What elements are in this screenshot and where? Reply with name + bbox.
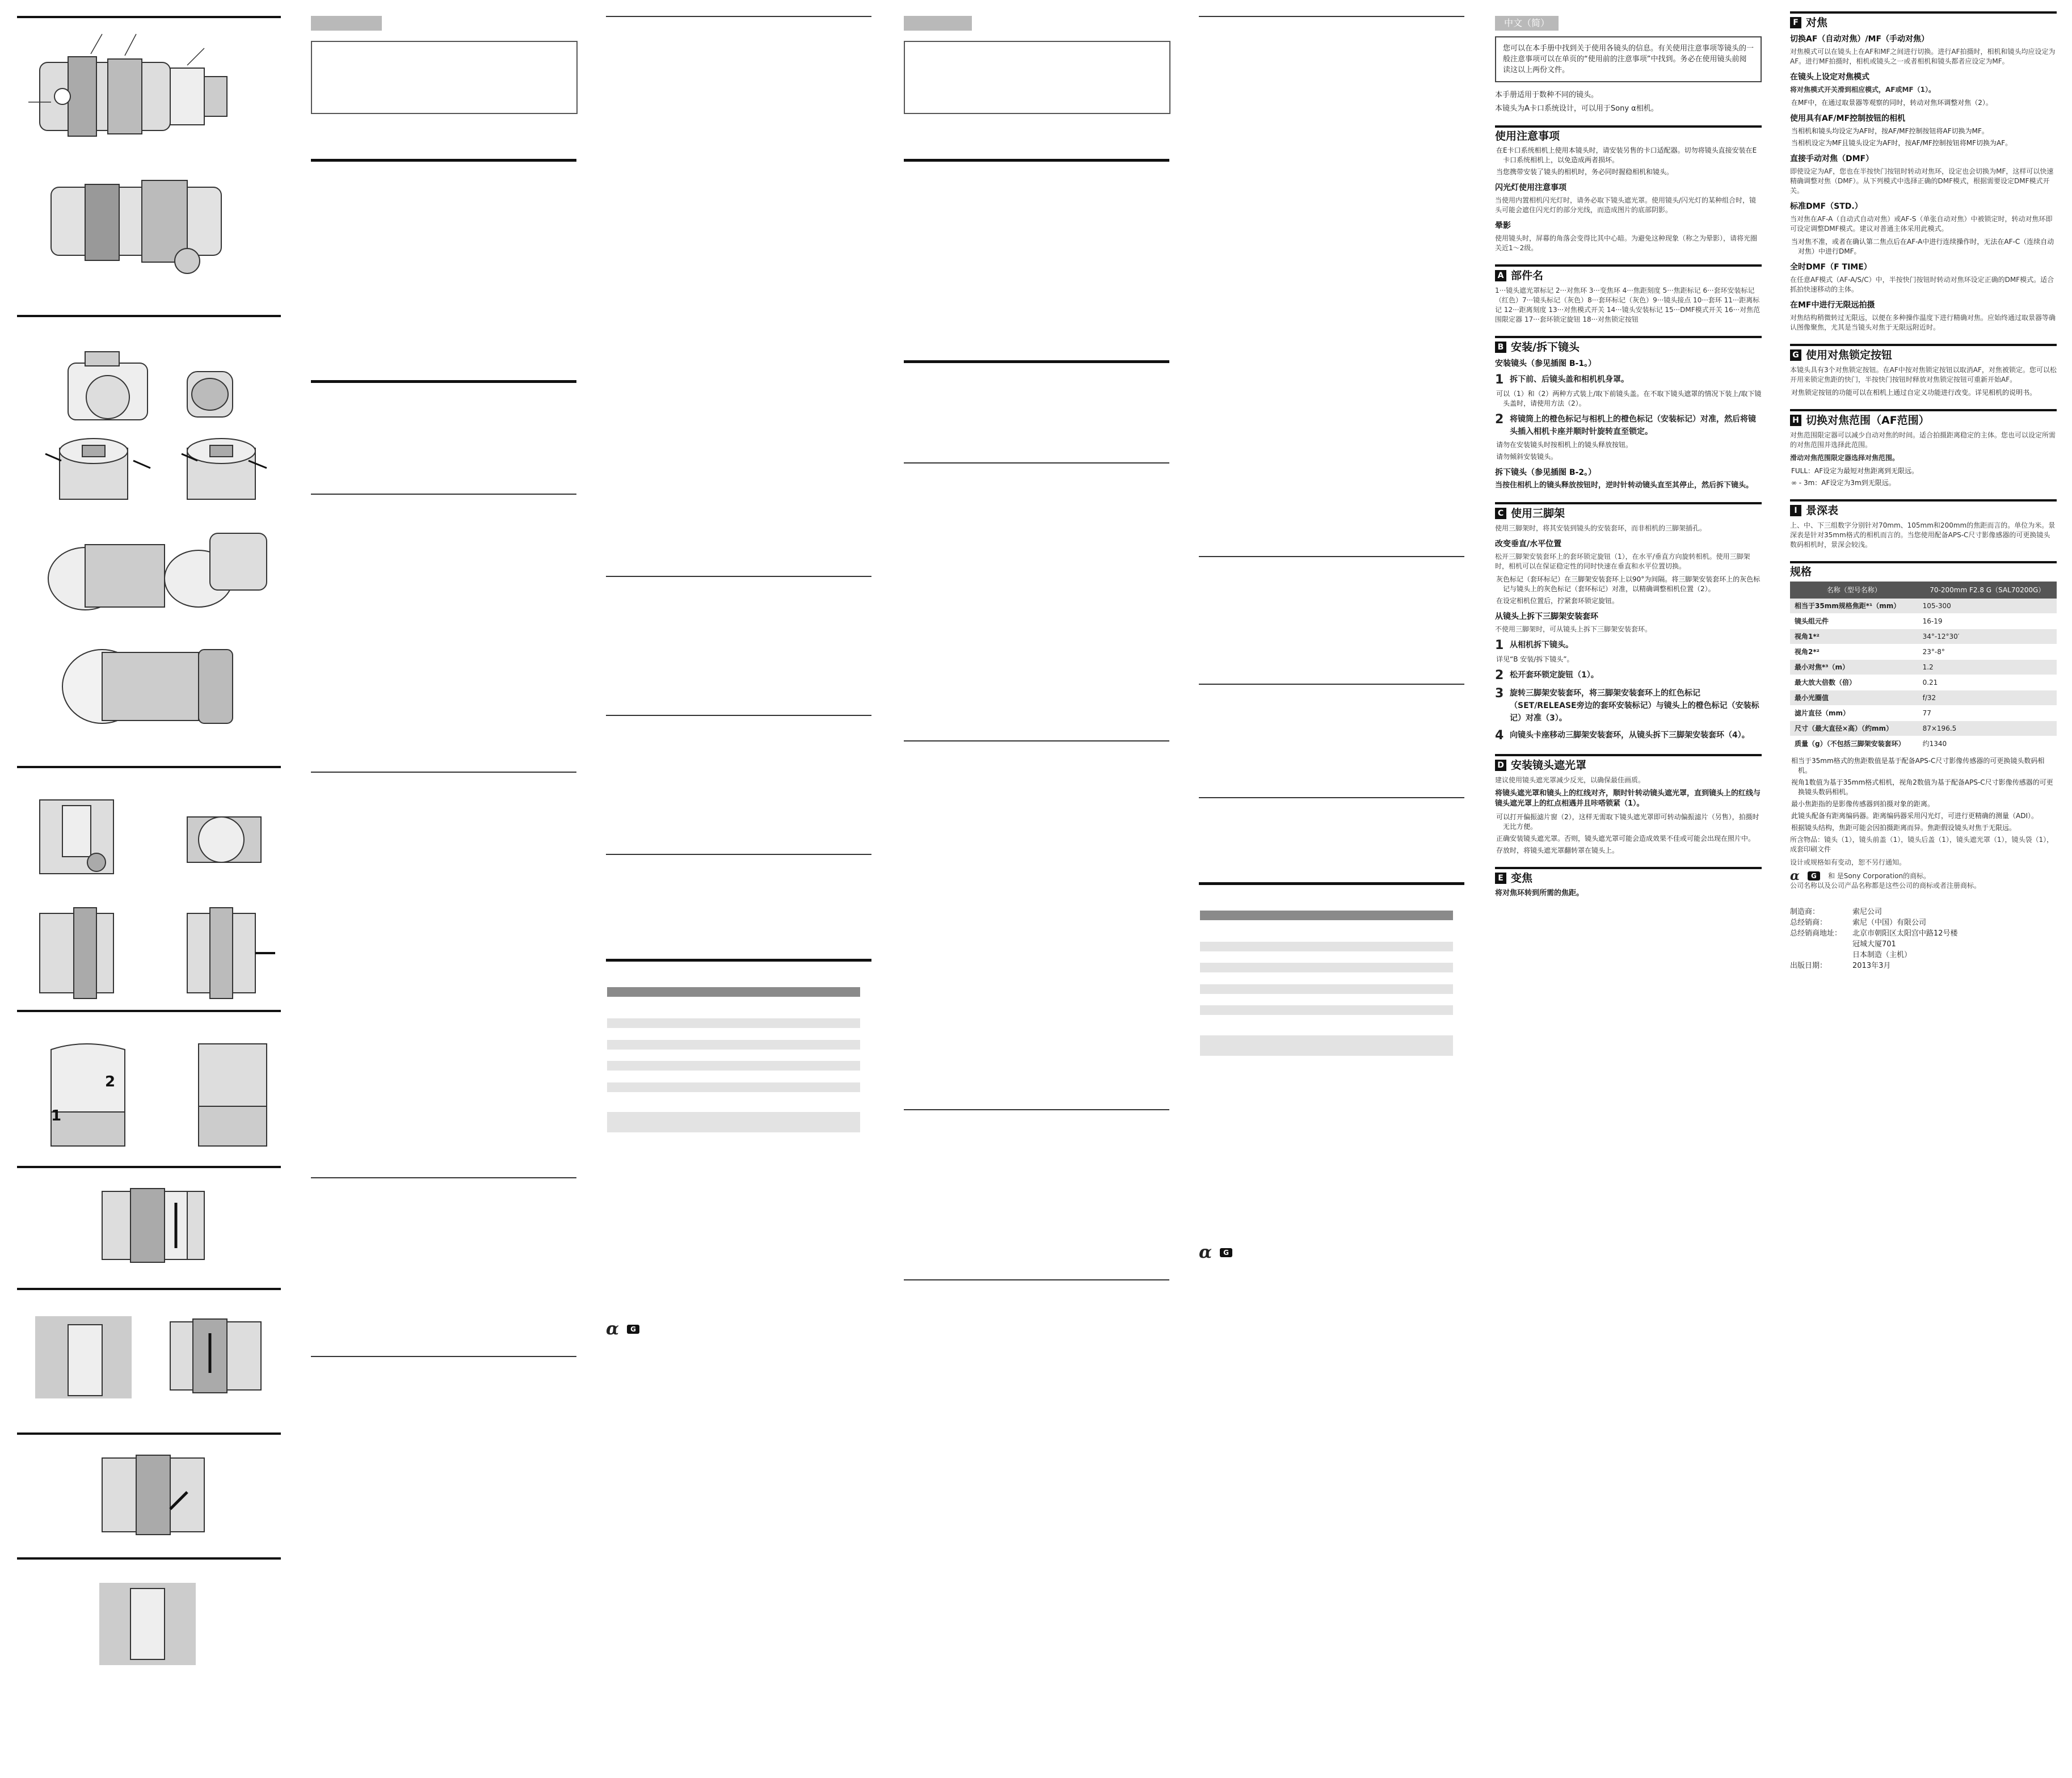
trademark-text-2: 公司名称以及公司产品名称都是这些公司的商标或者注册商标。 xyxy=(1790,882,1981,890)
footnote: 最小焦距指的是影像传感器到拍摄对象的距离。 xyxy=(1791,800,1935,808)
paragraph: 不使用三脚架时，可从镜头上拆下三脚架安装套环。 xyxy=(1495,625,1652,633)
subheading: 从镜头上拆下三脚架安装套环 xyxy=(1495,612,1598,621)
spec-value: 0.21 xyxy=(1918,675,2057,690)
section-precautions: 使用注意事项 xyxy=(1495,125,1762,141)
chinese-column-1 xyxy=(1495,16,1762,902)
bullet: 正确安装镜头遮光罩。否则，镜头遮光罩可能会造成效果不佳或可能会出现在照片中。 xyxy=(1496,835,1755,842)
spec-label: 最大放大倍数（倍） xyxy=(1790,675,1918,690)
bullet: 详见“B 安装/拆下镜头”。 xyxy=(1496,655,1574,663)
bullet: 在E卡口系统相机上使用本镜头时，请安装另售的卡口适配器。切勿将镜头直接安装在E卡口系统相机上，以免造成两者损坏。 xyxy=(1496,146,1757,164)
paragraph: 在任意AF模式（AF-A/S/C）中，半按快门按钮时转动对焦环设定正确的DMF模式。适合抓拍快速移动的主体。 xyxy=(1790,276,2054,293)
spec-label: 最小光圈值 xyxy=(1790,690,1918,706)
paragraph: 设计或规格如有变动，恕不另行通知。 xyxy=(1790,858,1906,866)
spec-label: 视角2*² xyxy=(1790,644,1918,660)
subheading: 拆下镜头（参见插图 B-2。） xyxy=(1495,468,1597,477)
section-c: C 使用三脚架 xyxy=(1495,502,1762,519)
paragraph: 滑动对焦范围限定器选择对焦范围。 xyxy=(1790,454,1900,462)
spec-value: 23°-8° xyxy=(1918,644,2057,660)
step: 2 将镜筒上的橙色标记与相机上的橙色标记（安装标记）对准，然后将镜头插入相机卡座并顺时针旋转直至锁定。 xyxy=(1495,412,1756,436)
focus-mode-switch-diagram xyxy=(35,1316,261,1398)
step: 4 向镜头卡座移动三脚架安装套环，从镜头拆下三脚架安装套环（4）。 xyxy=(1495,728,1750,743)
subheading: 全时DMF（F TIME） xyxy=(1790,263,1872,272)
spec-row xyxy=(1790,675,2057,690)
spec-value: 16-19 xyxy=(1918,614,2057,629)
footnote: 视角1数值为基于35mm格式相机，视角2数值为基于配备APS-C尺寸影像传感器的可更换镜头数码相机。 xyxy=(1791,778,2053,796)
paragraph: 当按住相机上的镜头释放按钮时，逆时针转动镜头直至其停止，然后拆下镜头。 xyxy=(1495,481,1754,490)
paragraph: 即使设定为AF，您也在半按快门按钮时转动对焦环，设定也会切换为MF，这样可以快速精确调整对焦（DMF）。从下列模式中选择正确的DMF模式，根据需要设定DMF模式开关。 xyxy=(1790,167,2054,195)
spec-row xyxy=(1790,660,2057,675)
subheading: 晕影 xyxy=(1495,221,1511,230)
bullet: 当对焦不准，或者在确认第二焦点后在AF-A中进行连续操作时，无法在AF-C（连续自动对焦）中进行DMF。 xyxy=(1791,238,2054,255)
section-f: F 对焦 xyxy=(1790,11,2057,28)
spec-label: 滤片直径（mm） xyxy=(1790,706,1918,721)
paragraph: 建议使用镜头遮光罩减少反光，以确保最佳画质。 xyxy=(1495,776,1645,784)
spec-value: 105-300 xyxy=(1918,599,2057,614)
section-h: H 切换对焦范围（AF范围） xyxy=(1790,409,2057,426)
paragraph: 对焦范围限定器可以减少自动对焦的时间。适合拍摄距离稳定的主体。您也可以设定所需的对焦范围并选择此范围。 xyxy=(1790,431,2056,449)
front-cap-diagram-2 xyxy=(187,439,255,499)
spec-row xyxy=(1790,644,2057,660)
paragraph: 松开三脚架安装套环上的套环锁定旋钮（1），在水平/垂直方向旋转相机。使用三脚架时，相机可以在保证稳定性的同时快速在垂直和水平位置切换。 xyxy=(1495,553,1750,570)
spec-value: f/32 xyxy=(1918,690,2057,706)
spec-row xyxy=(1790,614,2057,629)
alpha-logo: α xyxy=(1199,1242,1212,1262)
spec-row xyxy=(1790,706,2057,721)
lens-illustrations xyxy=(17,0,281,1776)
bullet: 可以打开偏振滤片窗（2），这样无需取下镜头遮光罩即可转动偏振滤片（另售），拍摄时无比方便。 xyxy=(1496,813,1759,831)
blank-column-3 xyxy=(904,0,1170,1776)
intro-line-1: 本手册适用于数种不同的镜头。 xyxy=(1495,91,1599,99)
spec-label: 尺寸（最大直径×高）（约mm） xyxy=(1790,721,1918,736)
lens-hood-diagram xyxy=(51,1044,267,1146)
spec-label: 相当于35mm规格焦距*¹（mm） xyxy=(1790,599,1918,614)
bullet: 存放时，将镜头遮光罩翻转罩在镜头上。 xyxy=(1496,846,1619,854)
g-lens-logo: G xyxy=(627,1325,639,1334)
bullet: 当您携带安装了镜头的相机时，务必同时握稳相机和镜头。 xyxy=(1496,168,1674,176)
section-spec: 规格 xyxy=(1790,561,2057,577)
bullet: 灰色标记（套环标记）在三脚架安装套环上以90°为间隔。将三脚架安装套环上的灰色标记与镜头上的灰色标记（套环标记）对准，以精确调整相机位置（2）。 xyxy=(1496,575,1761,593)
paragraph: 将镜头遮光罩和镜头上的红线对齐，顺时针转动镜头遮光罩，直到镜头上的红线与镜头遮光罩上的红点相遇并且咔嗒锁紧（1）。 xyxy=(1495,789,1761,808)
spec-value: 1.2 xyxy=(1918,660,2057,675)
paragraph: 对焦结构稍微转过无限远，以便在多种操作温度下进行精确对焦。应始终通过取景器等确认图像聚焦，尤其是当镜头对焦于无限远附近时。 xyxy=(1790,314,2056,331)
subheading: 安装镜头（参见插图 B-1。） xyxy=(1495,359,1597,368)
lens-diagram-a2 xyxy=(51,180,221,273)
subheading: 标准DMF（STD.） xyxy=(1790,202,1863,211)
paragraph: 上、中、下三组数字分别针对70mm、105mm和200mm的焦距而言的。单位为米。景深表是针对35mm格式的相机而言的。当您使用配备APS-C尺寸影像感器的可更换镜头数码相机时，景深会较浅。 xyxy=(1790,521,2056,549)
zoom-ring-diagram xyxy=(102,1189,204,1262)
bullet: 在MF中，在通过取景器等观察的同时，转动对焦环调整对焦（2）。 xyxy=(1791,99,1993,107)
bullet: 根据镜头结构，焦距可能会因拍摄距离而异。焦距假设镜头对焦于无限远。 xyxy=(1791,824,2016,832)
bullet: 当相机设定为MF且镜头设定为AF时，按AF/MF控制按钮将MF切换为AF。 xyxy=(1791,139,2012,147)
trademark-text: 和 是Sony Corporation的商标。 xyxy=(1827,871,1931,880)
spec-table xyxy=(1790,582,2057,752)
section-a: A 部件名 xyxy=(1495,264,1762,281)
section-i: I 景深表 xyxy=(1790,499,2057,516)
spec-col-name: 名称（型号名称） xyxy=(1790,582,1918,599)
mount-lens-diagram xyxy=(48,533,267,610)
section-d: D 安装镜头遮光罩 xyxy=(1495,754,1762,771)
alpha-logo: α xyxy=(1790,869,1800,883)
focus-hold-button-diagram xyxy=(102,1455,204,1535)
spec-value: 约1340 xyxy=(1918,736,2057,752)
spec-row xyxy=(1790,736,2057,752)
section-g: G 使用对焦锁定按钮 xyxy=(1790,344,2057,361)
spec-value: 87×196.5 xyxy=(1918,721,2057,736)
spec-row xyxy=(1790,690,2057,706)
blank-column-1 xyxy=(311,0,578,1776)
subheading: 在MF中进行无限远拍摄 xyxy=(1790,301,1875,310)
blank-column-2 xyxy=(606,0,873,1776)
spec-label: 视角1*² xyxy=(1790,629,1918,644)
rear-cap-diagram xyxy=(187,372,233,417)
bullet: 在设定相机位置后，拧紧套环锁定旋钮。 xyxy=(1496,597,1619,605)
imprint: 制造商： 索尼公司 总经销商： 索尼（中国）有限公司 总经销商地址： 北京市朝阳区太阳宫中路12号楼 冠城大厦701 日本制造（主机） 出版日期： 2013年3月 xyxy=(1790,908,1958,970)
spec-value: 77 xyxy=(1918,706,2057,721)
parts-list: 1···镜头遮光罩标记 2···对焦环 3···变焦环 4···焦距刻度 5···焦距标记 6···套环安装标记（红色）7···镜头标记（灰色）8···套环标记（灰色）9···镜头接点 10···套环 11···距离标记 12···距离刻度 13···对焦模式开关 14···镜头安装标记 15···DMF模式开关 16···对焦范围限定器 17···套环锁定旋钮 18···对焦锁定按钮 xyxy=(1495,286,1761,323)
bullet: 请勿倾斜安装镜头。 xyxy=(1496,453,1558,461)
blank-column-4 xyxy=(1199,0,1465,1776)
spec-row xyxy=(1790,629,2057,644)
notice-box: 您可以在本手册中找到关于使用各镜头的信息。有关使用注意事项等镜头的一般注意事项可以在单页的“使用前的注意事项”中找到。务必在使用镜头前阅读这以上两份文件。 xyxy=(1495,36,1762,82)
brand-logos-2 xyxy=(1199,1242,1232,1262)
chinese-column-2 xyxy=(1790,11,2057,971)
figure-column xyxy=(17,0,281,1776)
intro-line-2: 本镜头为A卡口系统设计，可以用于Sony α相机。 xyxy=(1495,104,1658,113)
spec-label: 质量（g）（不包括三脚架安装套环） xyxy=(1790,736,1918,752)
bullet: ∞ - 3m：AF设定为3m到无限远。 xyxy=(1791,479,1896,487)
spec-value: 34°-12°30′ xyxy=(1918,629,2057,644)
spec-row xyxy=(1790,599,2057,614)
subheading: 改变垂直/水平位置 xyxy=(1495,540,1562,549)
spec-label: 镜头组元件 xyxy=(1790,614,1918,629)
paragraph: 当使用内置相机闪光灯时，请务必取下镜头遮光罩。使用镜头/闪光灯的某种组合时，镜头可能会遮住闪光灯的部分光线，而造成图片的底部阴影。 xyxy=(1495,196,1757,214)
footnote: 相当于35mm格式的焦距数值是基于配备APS-C尺寸影像传感器的可更换镜头数码相机。 xyxy=(1791,757,2045,774)
g-lens-logo: G xyxy=(1220,1248,1232,1257)
paragraph: 将对焦环转到所需的焦距。 xyxy=(1495,889,1584,898)
bullet: 请勿在安装镜头时按相机上的镜头释放按钮。 xyxy=(1496,441,1633,449)
step: 2 松开套环锁定旋钮（1）。 xyxy=(1495,668,1599,682)
step: 1 从相机拆下镜头。 xyxy=(1495,638,1573,652)
paragraph: 当对焦在AF-A（自动式自动对焦）或AF-S（单张自动对焦）中被锁定时，转动对焦环即可设定调整DMF模式。建议对普通主体采用此模式。 xyxy=(1790,215,2053,233)
brand-logos xyxy=(606,1319,639,1339)
subheading: 直接手动对焦（DMF） xyxy=(1790,154,1874,163)
g-lens-logo: G xyxy=(1808,871,1820,880)
section-b: B 安装/拆下镜头 xyxy=(1495,336,1762,353)
paragraph: 将对焦模式开关滑到相应模式，AF或MF（1）。 xyxy=(1790,86,1935,94)
paragraph: 使用三脚架时，将其安装到镜头的安装套环，而非相机的三脚架插孔。 xyxy=(1495,524,1707,532)
figure-label-2: 2 xyxy=(105,1073,116,1090)
lens-diagram-a xyxy=(40,57,227,136)
paragraph: 使用镜头时，屏幕的角落会变得比其中心暗。为避免这种现象（称之为晕影），请将光圈关近1～2级。 xyxy=(1495,234,1758,252)
subheading: 在镜头上设定对焦模式 xyxy=(1790,73,1869,82)
camera-body-diagram xyxy=(68,352,148,420)
step: 3 旋转三脚架安装套环，将三脚架安装套环上的红色标记（SET/RELEASE旁边的套环安装标记）与镜头上的橙色标记（安装标记）对准（3）。 xyxy=(1495,686,1759,723)
front-cap-diagram-1 xyxy=(60,439,128,499)
language-tab: 中文（简） xyxy=(1495,16,1559,31)
bullet: 可以（1）和（2）两种方式装上/取下前镜头盖。在不取下镜头遮罩的情况下装上/取下镜头盖时，请使用方法（2）。 xyxy=(1496,390,1762,407)
paragraph: 对焦模式可以在镜头上在AF和MF之间进行切换。进行AF拍摄时，相机和镜头均应设定为AF。进行MF拍摄时，相机或镜头之一或者相机和镜头都者应设定为MF。 xyxy=(1790,48,2056,65)
bullet: 对焦锁定按钮的功能可以在相机上通过自定义功能进行改变。详见相机的说明书。 xyxy=(1791,389,2037,397)
spec-row xyxy=(1790,721,2057,736)
paragraph: 本镜头具有3个对焦锁定按钮。在AF中按对焦锁定按钮以取消AF，对焦被锁定。您可以松开用来锁定焦距的快门，半按快门按钮时释放对焦锁定按钮可重新开始AF。 xyxy=(1790,366,2057,384)
bullet: 当相机和镜头均设定为AF时，按AF/MF控制按钮将AF切换为MF。 xyxy=(1791,127,1989,135)
trademark-line xyxy=(1790,871,2057,881)
spec-col-model: 70-200mm F2.8 G（SAL70200G） xyxy=(1918,582,2057,599)
included-items: 所含物品：镜头（1），镜头前盖（1），镜头后盖（1），镜头遮光罩（1），镜头袋（1），成套印刷文件 xyxy=(1790,836,2054,853)
tripod-collar-diagram xyxy=(40,800,261,998)
subheading: 闪光灯使用注意事项 xyxy=(1495,183,1566,192)
bullet: 此镜头配备有距离编码器。距离编码器采用闪光灯，可进行更精确的测量（ADI）。 xyxy=(1791,812,2038,820)
subheading: 切换AF（自动对焦）/MF（手动对焦） xyxy=(1790,35,1930,44)
bullet: FULL：AF设定为最短对焦距离到无限远。 xyxy=(1791,467,1919,475)
section-e: E 变焦 xyxy=(1495,867,1762,884)
step: 1 拆下前、后镜头盖和相机机身罩。 xyxy=(1495,373,1629,387)
figure-label-1: 1 xyxy=(51,1107,62,1124)
alpha-logo: α xyxy=(606,1319,620,1339)
lens-on-camera-diagram xyxy=(62,650,233,723)
subheading: 使用具有AF/MF控制按钮的相机 xyxy=(1790,114,1906,123)
spec-label: 最小对焦*³（m） xyxy=(1790,660,1918,675)
focus-range-limiter-diagram xyxy=(99,1583,196,1665)
